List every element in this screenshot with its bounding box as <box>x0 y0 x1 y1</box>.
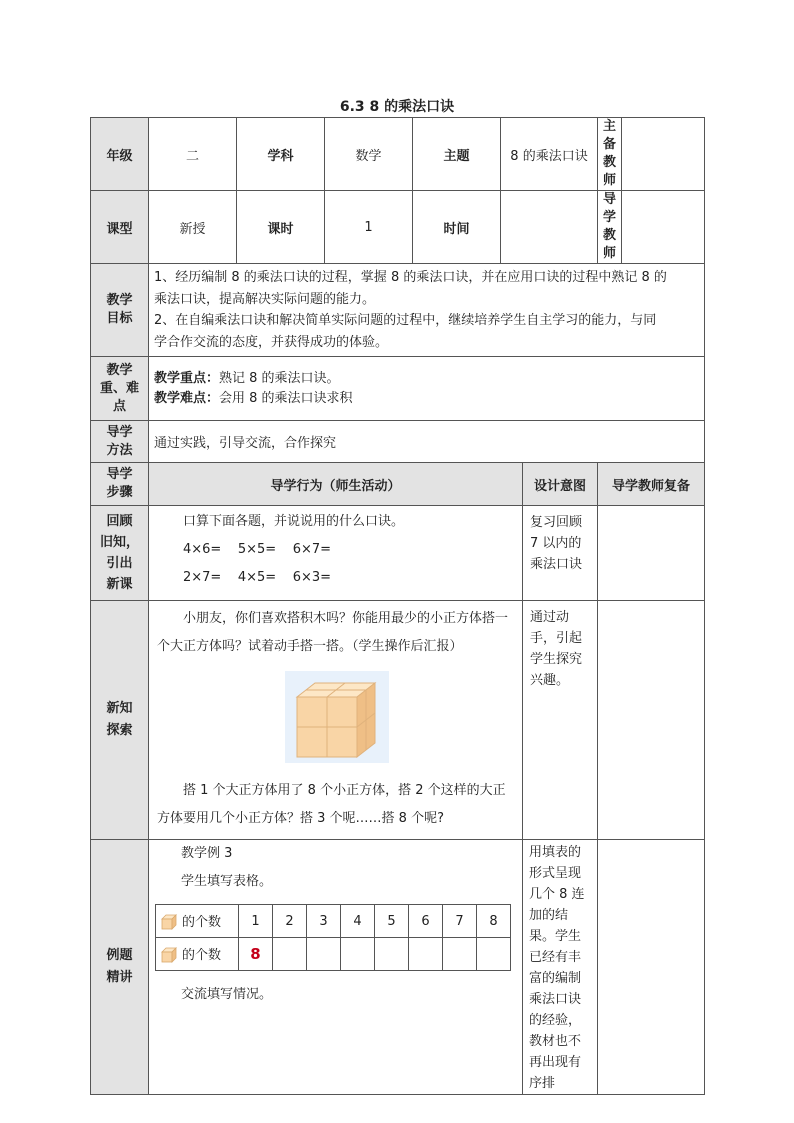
subject-label: 学科 <box>237 118 325 191</box>
goals-line-4: 学合作交流的态度，并获得成功的体验。 <box>154 334 389 350</box>
row2-blank-6[interactable] <box>409 938 443 971</box>
topic-value: 8 的乘法口诀 <box>501 118 598 191</box>
explore-label-line2: 探索 <box>106 723 133 738</box>
steps-label-line2: 步骤 <box>106 485 133 500</box>
goals-label-line2: 目标 <box>106 311 133 326</box>
teacher-value <box>622 118 705 191</box>
keypoints-label-line2: 重、难 <box>99 380 139 396</box>
steps-label-line1: 导学 <box>106 467 133 482</box>
explore-activity <box>149 601 523 840</box>
explore-intent: 通过动手，引起学生探究兴趣。 <box>523 601 598 840</box>
example-line-2: 学生填写表格。 <box>181 874 273 889</box>
keypoints-text <box>149 357 705 421</box>
example-label-line1: 例题 <box>106 948 133 963</box>
cube-illustration <box>285 671 389 763</box>
type-label: 课型 <box>91 191 149 264</box>
review-activity <box>149 506 523 601</box>
col-6: 6 <box>409 905 443 938</box>
method-label <box>91 421 149 463</box>
method-label-line2: 方法 <box>106 442 133 458</box>
explore-notes <box>598 601 705 840</box>
guide-teacher-value <box>622 191 705 264</box>
goals-line-1: 1、经历编制 8 的乘法口诀的过程，掌握 8 的乘法口诀，并在应用口诀的过程中熟记 8 的 <box>154 270 667 285</box>
small-cube-icon <box>160 913 178 931</box>
subject-value: 数学 <box>325 118 413 191</box>
review-label-line3: 引出 <box>106 556 133 571</box>
guide-teacher-label <box>598 191 622 264</box>
method-text: 通过实践，引导交流，合作探究 <box>149 421 705 463</box>
row2-blank-5[interactable] <box>375 938 409 971</box>
col-5: 5 <box>375 905 409 938</box>
focus-label: 教学重点： <box>154 370 220 386</box>
row1-label-cell <box>156 905 239 938</box>
col-1: 1 <box>239 905 273 938</box>
activity-header: 导学行为（师生活动） <box>149 463 523 506</box>
col-7: 7 <box>443 905 477 938</box>
difficulty-label: 教学难点： <box>154 390 220 406</box>
review-label-line4: 新课 <box>106 577 133 592</box>
review-header: 导学教师复备 <box>598 463 705 506</box>
grade-label: 年级 <box>91 118 149 191</box>
example-activity <box>149 840 523 1095</box>
review-notes <box>598 506 705 601</box>
example-intent: 用填表的形式呈现几个 8 连加的结果。学生已经有丰富的编制乘法口诀的经验，教材也不再出现有序排 <box>523 840 598 1095</box>
keypoints-label-line1: 教学 <box>106 362 133 378</box>
row2-blank-7[interactable] <box>443 938 477 971</box>
row2-value-1: 8 <box>239 938 273 971</box>
col-2: 2 <box>273 905 307 938</box>
review-prompt: 口算下面各题，并说说用的什么口诀。 <box>183 514 405 529</box>
teacher-label-line1: 主备 <box>602 119 616 152</box>
keypoints-label <box>91 357 149 421</box>
guide-label-line1: 导学 <box>602 192 616 225</box>
row2-label-cell <box>156 938 239 971</box>
col-4: 4 <box>341 905 375 938</box>
goals-line-3: 2、在自编乘法口诀和解决简单实际问题的过程中，继续培养学生自主学习的能力，与同 <box>154 313 657 328</box>
fill-in-table <box>155 904 511 971</box>
goals-text <box>149 264 705 357</box>
example-line-3: 交流填写情况。 <box>181 987 273 1002</box>
method-label-line1: 导学 <box>106 424 133 440</box>
row2-blank-4[interactable] <box>341 938 375 971</box>
page-title: 6.3 8 的乘法口诀 <box>339 99 455 115</box>
goals-label <box>91 264 149 357</box>
row1-label: 的个数 <box>182 914 222 930</box>
example-section-label <box>91 840 149 1095</box>
steps-label <box>91 463 149 506</box>
time-label: 时间 <box>413 191 501 264</box>
example-label-line2: 精讲 <box>106 970 133 985</box>
period-value: 1 <box>325 191 413 264</box>
goals-line-2: 乘法口诀，提高解决实际问题的能力。 <box>154 291 376 307</box>
teacher-label-line2: 教师 <box>602 155 616 188</box>
review-intent: 复习回顾 7 以内的乘法口诀 <box>523 506 598 601</box>
type-value: 新授 <box>149 191 237 264</box>
period-label: 课时 <box>237 191 325 264</box>
explore-label-line1: 新知 <box>106 701 133 716</box>
row2-blank-3[interactable] <box>307 938 341 971</box>
example-notes <box>598 840 705 1095</box>
lesson-plan-table <box>90 117 705 1095</box>
example-line-1: 教学例 3 <box>181 846 233 861</box>
col-3: 3 <box>307 905 341 938</box>
review-row-1: 4×6= 5×5= 6×7= <box>183 542 332 557</box>
topic-label: 主题 <box>413 118 501 191</box>
difficulty-text: 会用 8 的乘法口诀求积 <box>219 390 353 406</box>
grade-value: 二 <box>149 118 237 191</box>
explore-paragraph-2: 搭 1 个大正方体用了 8 个小正方体，搭 2 个这样的大正方体要用几个小正方体？搭 3 个呢……搭 8 个呢? <box>157 783 506 826</box>
explore-section-label <box>91 601 149 840</box>
intent-header: 设计意图 <box>523 463 598 506</box>
small-cube-icon <box>160 946 178 964</box>
review-section-label <box>91 506 149 601</box>
row2-blank-8[interactable] <box>477 938 511 971</box>
explore-paragraph-1: 小朋友，你们喜欢搭积木吗？你能用最少的小正方体搭一个大正方体吗？试着动手搭一搭。（学生操作后汇报） <box>157 611 509 654</box>
row2-label: 的个数 <box>182 947 222 963</box>
big-cube-icon <box>285 671 389 763</box>
review-label-line1: 回顾 <box>106 514 133 529</box>
guide-label-line2: 教师 <box>602 228 616 261</box>
time-value <box>501 191 598 264</box>
row2-blank-2[interactable] <box>273 938 307 971</box>
teacher-label <box>598 118 622 191</box>
review-label-line2: 旧知， <box>99 535 139 550</box>
col-8: 8 <box>477 905 511 938</box>
review-row-2: 2×7= 4×5= 6×3= <box>183 570 332 585</box>
focus-text: 熟记 8 的乘法口诀。 <box>219 370 340 386</box>
goals-label-line1: 教学 <box>106 293 133 308</box>
keypoints-label-line3: 点 <box>112 398 126 414</box>
